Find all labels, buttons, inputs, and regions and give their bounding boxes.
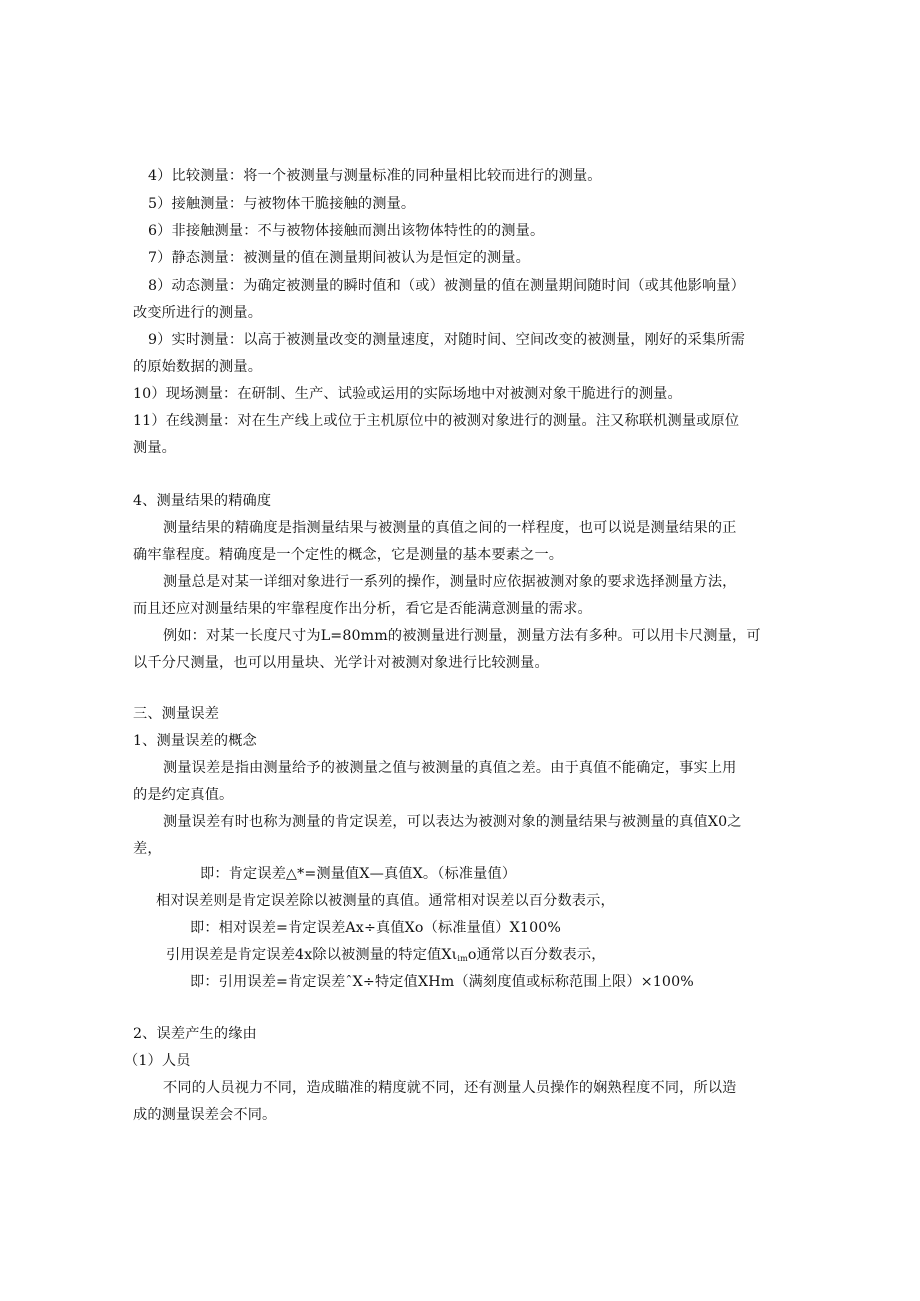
section-4-paragraph-3-line-1: 例如：对某一长度尺寸为L=80mm的被测量进行测量，测量方法有多种。可以用卡尺测量，可 xyxy=(163,628,761,644)
section-4-heading: 4、测量结果的精确度 xyxy=(133,493,272,509)
reference-error-text: 引用误差是肯定误差4x除以被测量的特定值Xι xyxy=(166,947,458,963)
list-item-8-line-1: 8）动态测量：为确定被测量的瞬时值和（或）被测量的值在测量期间随时间（或其他影响量） xyxy=(148,278,746,294)
cause-item-1-line-1: 不同的人员视力不同，造成瞄准的精度就不同，还有测量人员操作的娴熟程度不同，所以造 xyxy=(163,1080,737,1096)
cause-item-1-heading: （1）人员 xyxy=(124,1053,191,1069)
section-4-paragraph-1-line-2: 确牢靠程度。精确度是一个定性的概念，它是测量的基本要素之一。 xyxy=(133,547,564,563)
section-4-paragraph-1-line-1: 测量结果的精确度是指测量结果与被测量的真值之间的一样程度，也可以说是测量结果的正 xyxy=(163,520,737,536)
list-item-8-line-2: 改变所进行的测量。 xyxy=(133,305,263,321)
error-concept-paragraph-1-line-1: 测量误差是指由测量给予的被测量之值与被测量的真值之差。由于真值不能确定，事实上用 xyxy=(163,760,737,776)
cause-item-1-line-2: 成的测量误差会不同。 xyxy=(133,1107,277,1123)
section-4-paragraph-3-line-2: 以千分尺测量，也可以用量块、光学计对被测对象进行比较测量。 xyxy=(133,655,549,671)
absolute-error-formula: 即：肯定误差△*=测量值X—真值X。（标准量值） xyxy=(200,866,517,882)
list-item-6: 6）非接触测量：不与被物体接触而测出该物体特性的的测量。 xyxy=(148,223,545,239)
reference-error-formula: 即：引用误差=肯定误差ˆX÷特定值XHm（满刻度值或标称范围上限）×100% xyxy=(190,974,694,990)
relative-error-formula: 即：相对误差=肯定误差Ax÷真值Xo（标准量值）X100% xyxy=(190,920,562,936)
relative-error-paragraph: 相对误差则是肯定误差除以被测量的真值。通常相对误差以百分数表示， xyxy=(156,893,615,909)
list-item-11-line-2: 测量。 xyxy=(133,440,177,456)
section-4-paragraph-2-line-2: 而且还应对测量结果的牢靠程度作出分析，看它是否能满意测量的需求。 xyxy=(133,601,592,617)
reference-error-subscript: im xyxy=(457,954,468,963)
list-item-5: 5）接触测量：与被物体干脆接触的测量。 xyxy=(148,196,416,212)
list-item-11-line-1: 11）在线测量：对在生产线上或位于主机原位中的被测对象进行的测量。注又称联机测量或原位 xyxy=(133,413,740,429)
error-concept-paragraph-2-line-1: 测量误差有时也称为测量的肯定误差，可以表达为被测对象的测量结果与被测量的真值X0之 xyxy=(163,814,742,830)
subsection-2-heading: 2、误差产生的缘由 xyxy=(133,1026,257,1042)
list-item-7: 7）静态测量：被测量的值在测量期间被认为是恒定的测量。 xyxy=(148,250,530,266)
section-3-heading: 三、测量误差 xyxy=(133,706,220,722)
subsection-1-heading: 1、测量误差的概念 xyxy=(133,733,257,749)
reference-error-text-end: o通常以百分数表示， xyxy=(467,947,606,963)
list-item-9-line-2: 的原始数据的测量。 xyxy=(133,359,263,375)
error-concept-paragraph-1-line-2: 的是约定真值。 xyxy=(133,787,234,803)
list-item-10: 10）现场测量：在研制、生产、试验或运用的实际场地中对被测对象干脆进行的测量。 xyxy=(133,386,682,402)
reference-error-paragraph xyxy=(166,945,606,969)
list-item-9-line-1: 9）实时测量：以高于被测量改变的测量速度，对随时间、空间改变的被测量，刚好的采集所需 xyxy=(148,332,746,348)
list-item-4: 4）比较测量：将一个被测量与测量标准的同种量相比较而进行的测量。 xyxy=(148,168,602,184)
error-concept-paragraph-2-line-2: 差， xyxy=(133,841,162,857)
section-4-paragraph-2-line-1: 测量总是对某一详细对象进行一系列的操作，测量时应依据被测对象的要求选择测量方法， xyxy=(163,574,737,590)
